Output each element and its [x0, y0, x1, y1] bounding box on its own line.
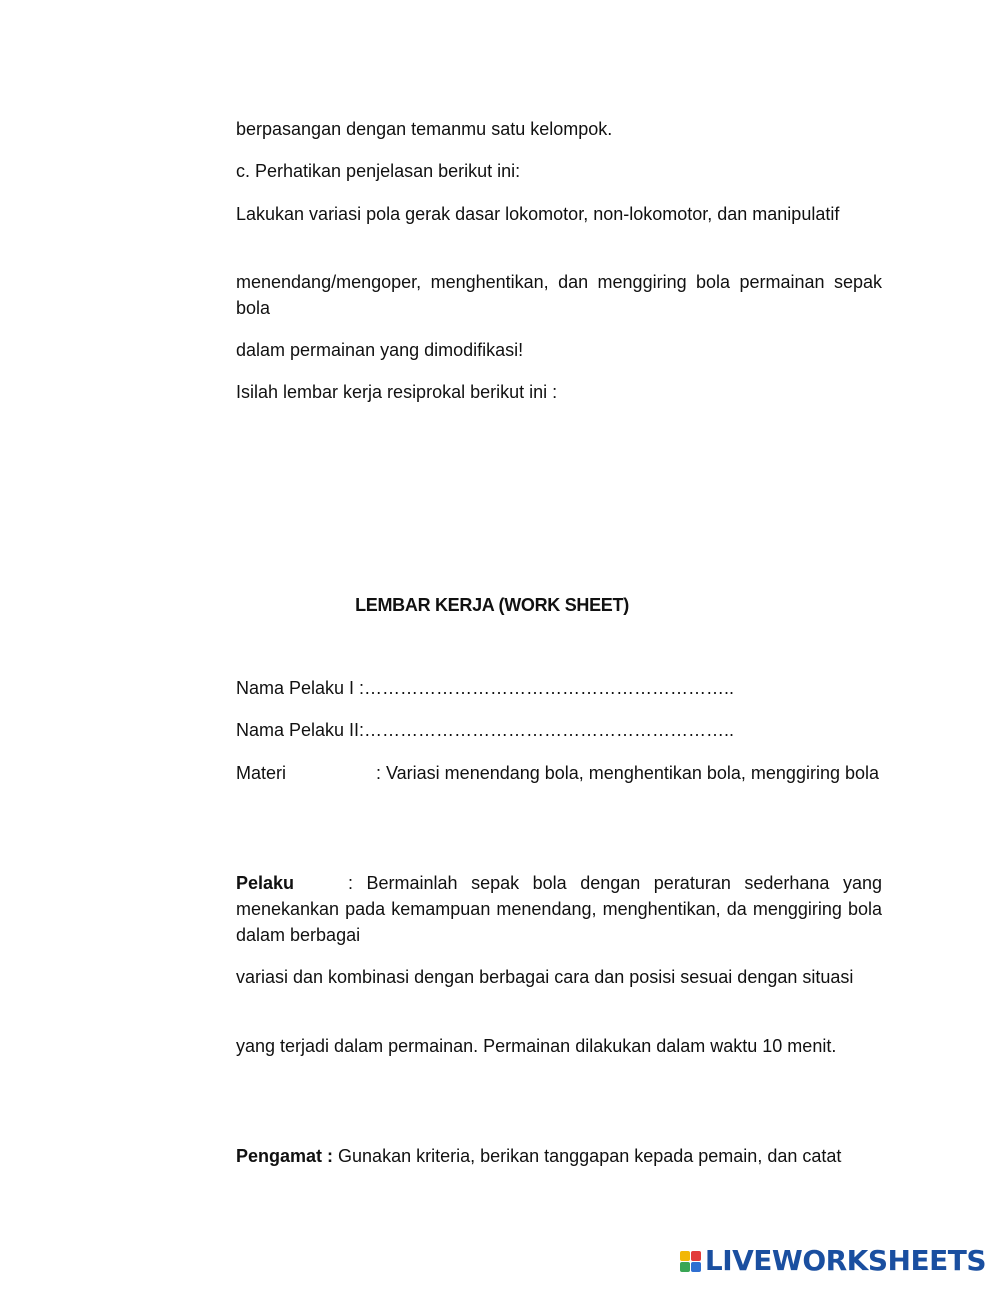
nama-pelaku-2: Nama Pelaku II:…………………………………………………….. [236, 720, 735, 740]
paragraph-yang-terjadi: yang terjadi dalam permainan. Permainan dilakukan dalam waktu 10 menit. [236, 1036, 837, 1056]
pelaku-row [236, 870, 882, 948]
materi-text: : Variasi menendang bola, menghentikan bola, menggiring bola [376, 763, 879, 783]
nama-pelaku-1: Nama Pelaku I :…………………………………………………….. [236, 678, 735, 698]
materi-label: Materi [236, 763, 287, 783]
paragraph-instruction-c: c. Perhatikan penjelasan berikut ini: [236, 161, 521, 181]
logo-mark-icon [680, 1251, 701, 1272]
paragraph-menendang: menendang/mengoper, menghentikan, dan menggiring bola permainan sepak bola [236, 272, 882, 318]
pelaku-label: Pelaku [236, 873, 295, 893]
paragraph-isilah: Isilah lembar kerja resiprokal berikut ini : [236, 382, 558, 402]
worksheet-title: LEMBAR KERJA (WORK SHEET) [355, 595, 629, 615]
pengamat-text: Gunakan kriteria, berikan tanggapan kepada pemain, dan catat [333, 1146, 842, 1166]
paragraph-berpasangan: berpasangan dengan temanmu satu kelompok. [236, 119, 613, 139]
pelaku-text: : Bermainlah sepak bola dengan peraturan sederhana yang menekankan pada kemampuan menendang, menghentikan, da menggiring bola dalam berbagai [236, 873, 882, 945]
materi-row [236, 760, 882, 786]
paragraph-dalam-permainan: dalam permainan yang dimodifikasi! [236, 340, 524, 360]
paragraph-lakukan: Lakukan variasi pola gerak dasar lokomotor, non-lokomotor, dan manipulatif [236, 204, 840, 224]
pengamat-row [236, 1143, 882, 1169]
liveworksheets-logo [680, 1246, 986, 1276]
pengamat-label: Pengamat : [236, 1146, 334, 1166]
paragraph-variasi: variasi dan kombinasi dengan berbagai cara dan posisi sesuai dengan situasi [236, 967, 854, 987]
logo-text: LIVEWORKSHEETS [704, 1244, 986, 1277]
